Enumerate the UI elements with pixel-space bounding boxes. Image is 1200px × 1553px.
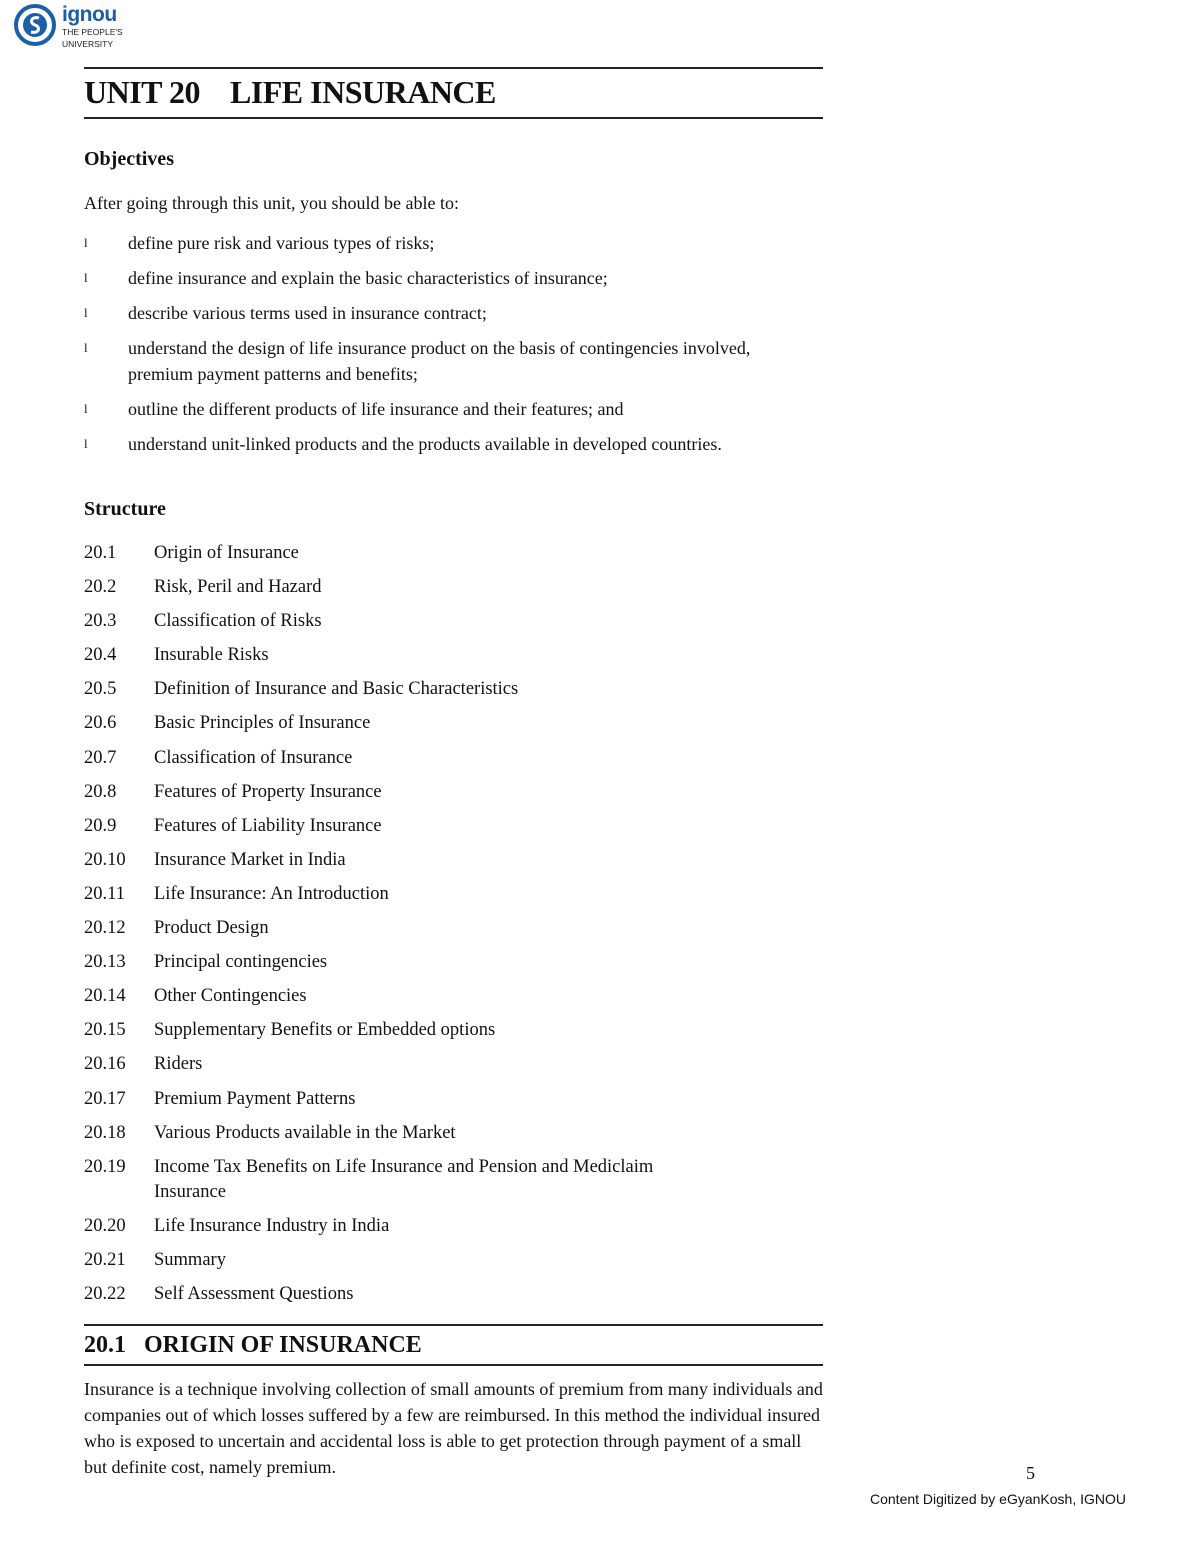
toc-item — [84, 1121, 804, 1146]
toc-number: 20.13 — [84, 952, 126, 973]
toc-item — [84, 1155, 804, 1205]
toc-item — [84, 882, 804, 907]
toc-item — [84, 1282, 804, 1307]
toc-item — [84, 814, 804, 839]
toc-title: Product Design — [154, 918, 269, 939]
toc-number: 20.9 — [84, 815, 117, 836]
objective-item — [84, 300, 804, 326]
toc-item — [84, 746, 804, 771]
toc-title: Various Products available in the Market — [154, 1122, 456, 1143]
objective-item — [84, 265, 804, 291]
toc-number: 20.22 — [84, 1283, 126, 1304]
section-title — [84, 1332, 422, 1359]
ignou-logo — [12, 4, 123, 49]
toc-title: Basic Principles of Insurance — [154, 713, 371, 734]
section-body: Insurance is a technique involving collection of small amounts of premium from many individuals and companies out of which losses suffered by a few are reimbursed. In this method the individual insured who is exposed to uncertain and accidental loss is able to get protection through payment of a small but definite cost, namely premium. — [84, 1379, 823, 1477]
toc-number: 20.16 — [84, 1054, 126, 1075]
objective-item — [84, 396, 804, 422]
toc-item — [84, 1087, 804, 1112]
toc-number: 20.11 — [84, 883, 125, 904]
objective-text: describe various terms used in insurance contract; — [128, 303, 487, 323]
toc-number: 20.8 — [84, 781, 117, 802]
toc-number: 20.2 — [84, 577, 117, 598]
toc-title: Riders — [154, 1054, 203, 1075]
unit-name: LIFE INSURANCE — [229, 74, 496, 110]
toc-title: Features of Liability Insurance — [154, 815, 382, 836]
toc-number: 20.4 — [84, 645, 117, 666]
unit-title-underline — [84, 117, 823, 119]
toc-title: Supplementary Benefits or Embedded options — [154, 1020, 496, 1041]
objective-item — [84, 335, 804, 387]
toc-number: 20.19 — [84, 1156, 126, 1177]
toc-number: 20.6 — [84, 713, 117, 734]
toc-number: 20.1 — [84, 543, 117, 563]
toc-item — [84, 984, 804, 1009]
toc-title: Classification of Risks — [154, 611, 322, 632]
page-number: 5 — [1026, 1463, 1035, 1483]
toc-item — [84, 609, 804, 634]
top-rule — [84, 67, 823, 69]
bullet: l — [84, 340, 88, 355]
structure-list — [84, 541, 804, 1316]
unit-number: UNIT 20 — [84, 74, 200, 110]
objective-item — [84, 431, 804, 457]
ignou-emblem-icon — [12, 4, 58, 46]
toc-title: Life Insurance Industry in India — [154, 1215, 390, 1236]
section-number: 20.1 — [84, 1332, 126, 1358]
toc-title: Origin of Insurance — [154, 543, 299, 563]
toc-item — [84, 950, 804, 975]
logo-tagline-line1: THE PEOPLE'S — [62, 27, 123, 37]
toc-number: 20.20 — [84, 1215, 126, 1236]
toc-number: 20.3 — [84, 611, 117, 632]
bullet: l — [84, 401, 88, 416]
toc-title: Other Contingencies — [154, 986, 307, 1007]
toc-item — [84, 541, 804, 566]
toc-item — [84, 1052, 804, 1077]
footer-credit: Content Digitized by eGyanKosh, IGNOU — [870, 1491, 1127, 1507]
objectives-heading: Objectives — [84, 148, 174, 170]
objective-text: outline the different products of life insurance and their features; and — [128, 399, 624, 419]
toc-title: Insurance Market in India — [154, 849, 346, 870]
toc-number: 20.18 — [84, 1122, 126, 1143]
objective-text: define insurance and explain the basic characteristics of insurance; — [128, 268, 608, 288]
toc-number: 20.12 — [84, 918, 126, 939]
toc-title: Features of Property Insurance — [154, 781, 382, 802]
structure-heading: Structure — [84, 498, 166, 520]
toc-title: Definition of Insurance and Basic Characteristics — [154, 679, 519, 700]
toc-item — [84, 1248, 804, 1273]
logo-text — [62, 4, 123, 49]
toc-title: Self Assessment Questions — [154, 1283, 354, 1304]
toc-number: 20.15 — [84, 1020, 126, 1041]
bullet: l — [84, 436, 88, 451]
logo-tagline-line2: UNIVERSITY — [62, 39, 114, 49]
toc-item — [84, 848, 804, 873]
toc-item — [84, 1214, 804, 1239]
toc-number: 20.17 — [84, 1088, 126, 1109]
toc-item — [84, 575, 804, 600]
objective-text: understand the design of life insurance product on the basis of contingencies involved, premium payment patterns and benefits; — [128, 338, 751, 384]
toc-number: 20.14 — [84, 986, 126, 1007]
objective-item — [84, 230, 804, 256]
unit-title — [84, 74, 496, 111]
toc-title: Classification of Insurance — [154, 747, 353, 768]
toc-number: 20.10 — [84, 849, 126, 870]
bullet: l — [84, 270, 88, 285]
toc-title: Risk, Peril and Hazard — [154, 577, 322, 598]
toc-title: Life Insurance: An Introduction — [154, 883, 389, 904]
logo-brand: ignou — [62, 3, 117, 26]
objectives-list — [84, 230, 804, 466]
bullet: l — [84, 305, 88, 320]
section-name: ORIGIN OF INSURANCE — [144, 1332, 422, 1358]
toc-number: 20.7 — [84, 747, 117, 768]
toc-number: 20.21 — [84, 1249, 126, 1270]
toc-title: Summary — [154, 1249, 226, 1270]
toc-item — [84, 1018, 804, 1043]
toc-title: Income Tax Benefits on Life Insurance and Pension and Mediclaim Insurance — [154, 1156, 654, 1202]
objective-text: define pure risk and various types of risks; — [128, 233, 435, 253]
toc-number: 20.5 — [84, 679, 117, 700]
toc-item — [84, 643, 804, 668]
toc-item — [84, 677, 804, 702]
toc-item — [84, 711, 804, 736]
toc-title: Principal contingencies — [154, 952, 328, 973]
toc-item — [84, 916, 804, 941]
objective-text: understand unit-linked products and the products available in developed countries. — [128, 434, 722, 454]
toc-item — [84, 780, 804, 805]
bullet: l — [84, 235, 88, 250]
toc-title: Premium Payment Patterns — [154, 1088, 356, 1109]
section-top-rule — [84, 1324, 823, 1326]
toc-title: Insurable Risks — [154, 645, 269, 666]
section-bottom-rule — [84, 1364, 823, 1366]
objectives-intro: After going through this unit, you should be able to: — [84, 193, 459, 213]
